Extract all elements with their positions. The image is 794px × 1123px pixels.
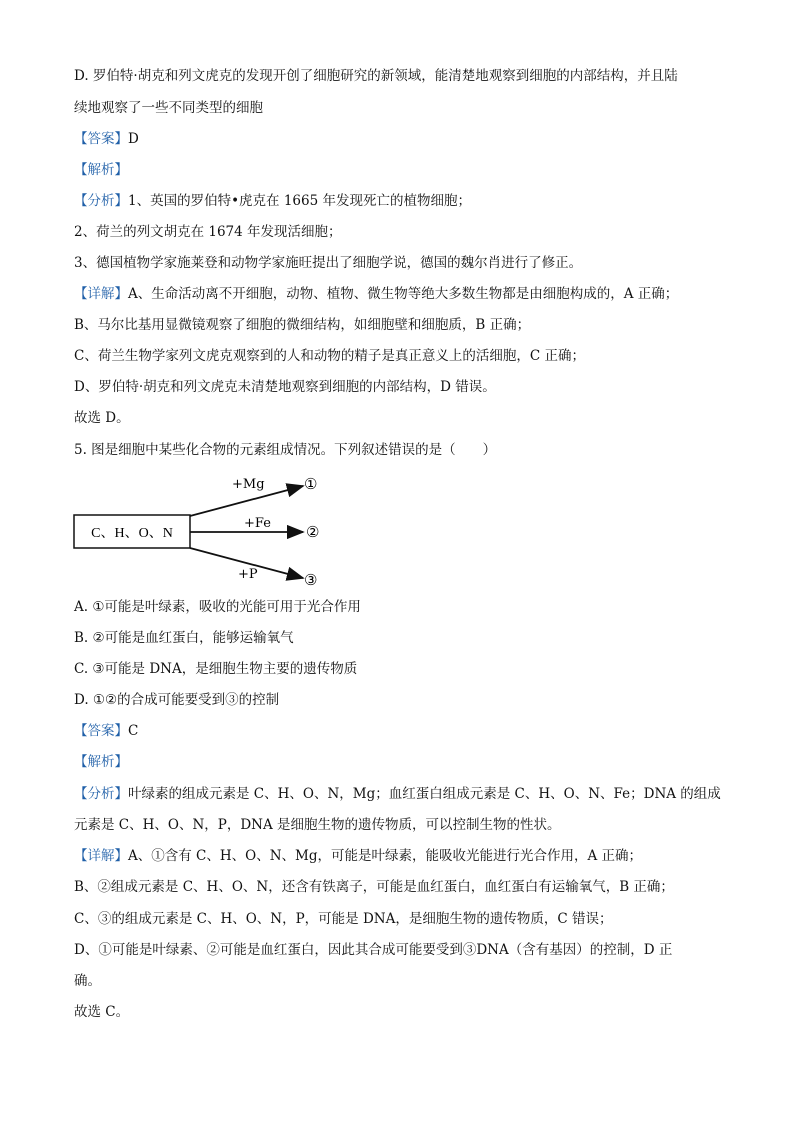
q5-option-a: A. ①可能是叶绿素，吸收的光能可用于光合作用 xyxy=(74,599,361,615)
q5-xiangjie-line: B、②组成元素是 C、H、O、N，还含有铁离子，可能是血红蛋白，血红蛋白有运输氧气，B 正确； xyxy=(74,879,674,895)
q5-xiangjie-line: 确。 xyxy=(74,973,101,989)
analysis-tag: 【解析】 xyxy=(74,162,128,178)
fenxi-text: 叶绿素的组成元素是 C、H、O、N，Mg；血红蛋白组成元素是 C、H、O、N、Fe；DNA 的组成 xyxy=(128,786,721,802)
target-1: ① xyxy=(304,475,318,493)
q5-xiangjie-line xyxy=(74,846,642,866)
q4-conclusion: 故选 D。 xyxy=(74,410,130,426)
q5-stem: 5. 图是细胞中某些化合物的元素组成情况。下列叙述错误的是（ ） xyxy=(74,442,497,458)
element-box-label: C、H、O、N xyxy=(91,526,173,541)
answer-value: D xyxy=(128,131,139,147)
q5-option-d: D. ①②的合成可能要受到③的控制 xyxy=(74,692,280,708)
q5-conclusion: 故选 C。 xyxy=(74,1004,130,1020)
element-composition-diagram xyxy=(70,466,340,596)
fenxi-tag: 【分析】 xyxy=(74,786,128,802)
xiangjie-text: A、生命活动离不开细胞，动物、植物、微生物等绝大多数生物都是由细胞构成的，A 正确； xyxy=(128,286,679,302)
q4-xiangjie-line: D、罗伯特·胡克和列文虎克未清楚地观察到细胞的内部结构，D 错误。 xyxy=(74,379,496,395)
q4-analysis-heading xyxy=(74,160,128,180)
xiangjie-tag: 【详解】 xyxy=(74,286,128,302)
fenxi-tag: 【分析】 xyxy=(74,193,128,209)
q4-fenxi-line: 2、荷兰的列文胡克在 1674 年发现活细胞； xyxy=(74,224,342,240)
analysis-tag: 【解析】 xyxy=(74,754,128,770)
arrow-label-p: +P xyxy=(238,567,258,582)
arrow-label-mg: +Mg xyxy=(232,477,265,492)
q4-answer xyxy=(74,129,139,149)
q5-fenxi-line xyxy=(74,784,721,804)
q5-xiangjie-line: D、①可能是叶绿素、②可能是血红蛋白，因此其合成可能要受到③DNA（含有基因）的控制，D 正 xyxy=(74,942,673,958)
answer-tag: 【答案】 xyxy=(74,131,128,147)
q5-option-b: B. ②可能是血红蛋白，能够运输氧气 xyxy=(74,630,294,646)
q5-fenxi-line: 元素是 C、H、O、N，P，DNA 是细胞生物的遗传物质，可以控制生物的性状。 xyxy=(74,817,561,833)
q4-xiangjie-line: B、马尔比基用显微镜观察了细胞的微细结构，如细胞壁和细胞质，B 正确； xyxy=(74,317,531,333)
answer-value: C xyxy=(128,723,139,739)
q4-xiangjie-line xyxy=(74,284,678,304)
q4-option-d-line2: 续地观察了一些不同类型的细胞 xyxy=(74,100,263,116)
xiangjie-text: A、①含有 C、H、O、N、Mg，可能是叶绿素，能吸收光能进行光合作用，A 正确； xyxy=(128,848,643,864)
target-3: ③ xyxy=(304,571,318,589)
q4-fenxi-line: 3、德国植物学家施莱登和动物学家施旺提出了细胞学说，德国的魏尔肖进行了修正。 xyxy=(74,255,583,271)
fenxi-text: 1、英国的罗伯特•虎克在 1665 年发现死亡的植物细胞； xyxy=(128,193,471,209)
q4-option-d-line1: D. 罗伯特·胡克和列文虎克的发现开创了细胞研究的新领域，能清楚地观察到细胞的内部结构，并且陆 xyxy=(74,68,678,84)
arrow-label-fe: +Fe xyxy=(244,516,271,531)
q5-xiangjie-line: C、③的组成元素是 C、H、O、N，P，可能是 DNA，是细胞生物的遗传物质，C 错误； xyxy=(74,911,613,927)
target-2: ② xyxy=(306,523,320,541)
q5-analysis-heading xyxy=(74,752,128,772)
q4-fenxi-line xyxy=(74,191,471,211)
q5-option-c: C. ③可能是 DNA，是细胞生物主要的遗传物质 xyxy=(74,661,358,677)
q4-xiangjie-line: C、荷兰生物学家列文虎克观察到的人和动物的精子是真正意义上的活细胞，C 正确； xyxy=(74,348,585,364)
q5-answer xyxy=(74,721,138,741)
xiangjie-tag: 【详解】 xyxy=(74,848,128,864)
answer-tag: 【答案】 xyxy=(74,723,128,739)
